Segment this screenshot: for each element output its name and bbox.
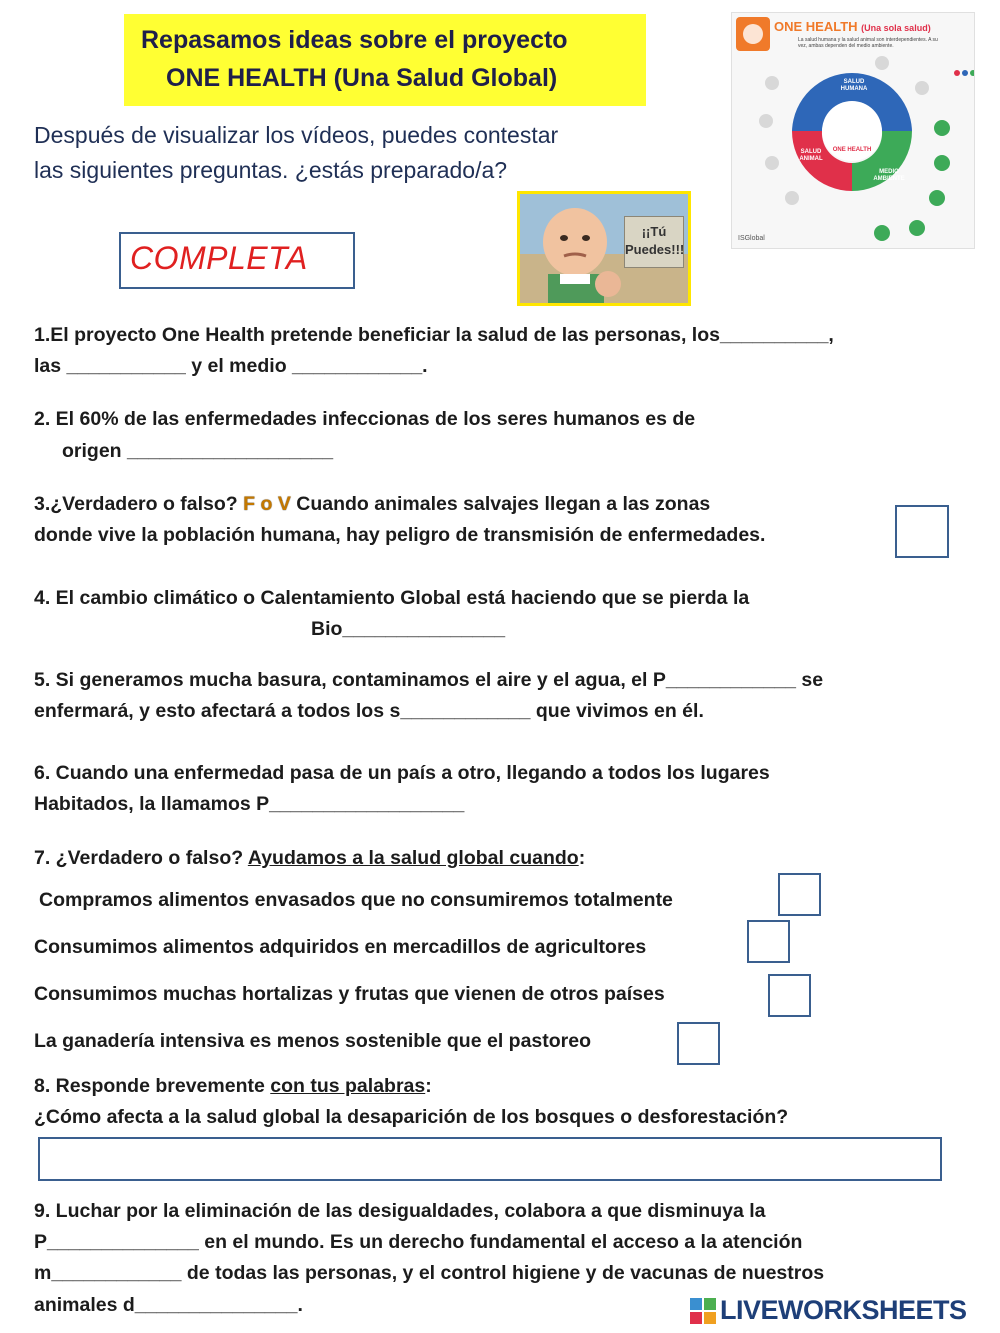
q1-line-1: 1.El proyecto One Health pretende beneficiar la salud de las personas, los__________, xyxy=(34,324,834,346)
q9-line-2: P______________ en el mundo. Es un derecho fundamental el acceso a la atención xyxy=(34,1231,803,1253)
infographic-title: ONE HEALTH (Una sola salud) xyxy=(774,19,931,34)
q3-line-2: donde vive la población humana, hay peligro de transmisión de enfermedades. xyxy=(34,524,766,546)
liveworksheets-icon xyxy=(690,1298,718,1326)
q6-line-2: Habitados, la llamamos P__________________ xyxy=(34,793,465,815)
completa-label: COMPLETA xyxy=(130,240,308,276)
label-salud-humana: SALUD HUMANA xyxy=(840,79,868,92)
q8-answer-field[interactable] xyxy=(38,1137,942,1181)
title-line-1: Repasamos ideas sobre el proyecto xyxy=(141,26,568,54)
q9-line-1: 9. Luchar por la eliminación de las desigualdades, colabora a que disminuya la xyxy=(34,1200,766,1222)
q7-statement-3: Consumimos muchas hortalizas y frutas que vienen de otros países xyxy=(34,983,665,1005)
q7-answer-box-3[interactable] xyxy=(768,974,811,1017)
q3-answer-box[interactable] xyxy=(895,505,949,558)
motivation-photo xyxy=(517,191,691,306)
q6-line-1: 6. Cuando una enfermedad pasa de un país a otro, llegando a todos los lugares xyxy=(34,762,770,784)
q9-line-3: m____________ de todas las personas, y el control higiene y de vacunas de nuestros xyxy=(34,1262,825,1284)
sign-line-2: Puedes!!! xyxy=(625,242,685,257)
q9-line-4: animales d_______________. xyxy=(34,1294,303,1316)
label-salud-animal: SALUD ANIMAL xyxy=(799,149,823,162)
q7-answer-box-2[interactable] xyxy=(747,920,790,963)
one-health-infographic xyxy=(731,12,975,249)
q4-line-2: Bio_______________ xyxy=(311,618,506,640)
q1-line-2: las ___________ y el medio ____________. xyxy=(34,355,428,377)
q5-line-1: 5. Si generamos mucha basura, contaminamos el aire y el agua, el P____________ se xyxy=(34,669,824,691)
q2-line-2: origen ___________________ xyxy=(62,440,334,462)
q7-heading: 7. ¿Verdadero o falso? Ayudamos a la salud global cuando: xyxy=(34,847,586,869)
intro-line-2: las siguientes preguntas. ¿estás preparado/a? xyxy=(34,157,508,183)
q3-line-1: 3.¿Verdadero o falso? F o V Cuando animales salvajes llegan a las zonas xyxy=(34,493,711,515)
intro-line-1: Después de visualizar los vídeos, puedes contestar xyxy=(34,122,559,148)
label-medio-ambiente: MEDIO AMBIENTE xyxy=(873,169,905,182)
q2-line-1: 2. El 60% de las enfermedades infeccionas de los seres humanos es de xyxy=(34,408,696,430)
title-banner xyxy=(124,14,646,106)
liveworksheets-logo xyxy=(690,1294,990,1326)
true-false-hint: F o V xyxy=(243,493,291,515)
q7-statement-4: La ganadería intensiva es menos sostenible que el pastoreo xyxy=(34,1030,592,1052)
you-can-sign xyxy=(624,216,684,268)
label-center: ONE HEALTH xyxy=(832,147,872,153)
title-line-2: ONE HEALTH (Una Salud Global) xyxy=(166,64,558,92)
q7-answer-box-1[interactable] xyxy=(778,873,821,916)
q8-heading: 8. Responde brevemente con tus palabras: xyxy=(34,1075,432,1097)
q4-line-1: 4. El cambio climático o Calentamiento Global está haciendo que se pierda la xyxy=(34,587,750,609)
sign-line-1: ¡¡Tú xyxy=(641,224,667,239)
q5-line-2: enfermará, y esto afectará a todos los s____________ que vivimos en él. xyxy=(34,700,704,722)
q7-statement-1: Compramos alimentos envasados que no consumiremos totalmente xyxy=(39,889,673,911)
q7-answer-box-4[interactable] xyxy=(677,1022,720,1065)
watermark-text: LIVEWORKSHEETS xyxy=(720,1295,967,1325)
completa-label-box xyxy=(119,232,355,289)
q8-line-2: ¿Cómo afecta a la salud global la desaparición de los bosques o desforestación? xyxy=(34,1106,789,1128)
q7-statement-2: Consumimos alimentos adquiridos en mercadillos de agricultores xyxy=(34,936,647,958)
infographic-caption: La salud humana y la salud animal son interdependientes. A su vez, ambas dependen del medio ambiente. xyxy=(798,37,938,49)
infographic-brand: ISGlobal xyxy=(738,235,765,242)
